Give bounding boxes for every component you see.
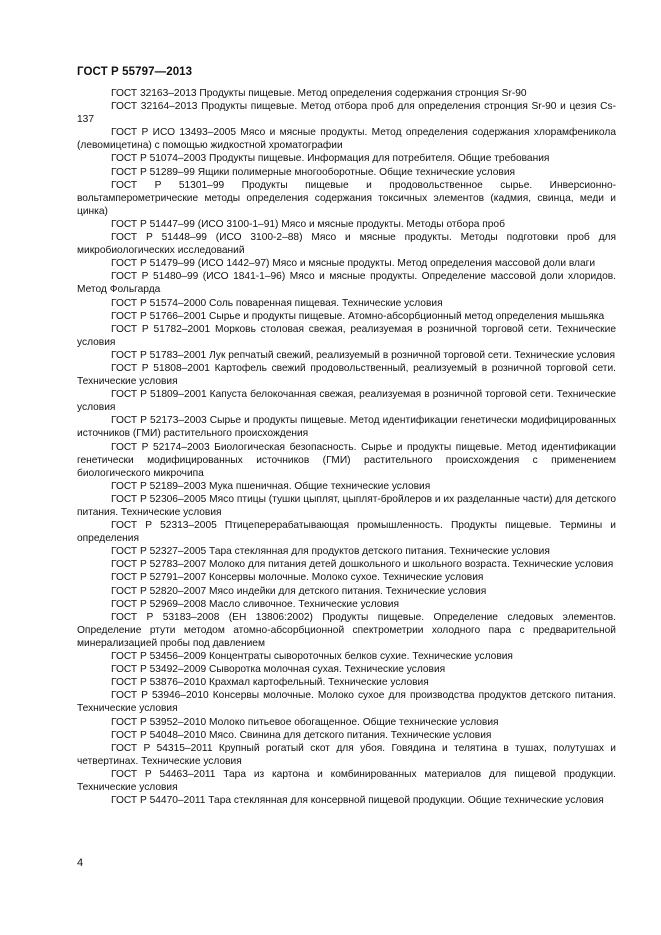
reference-item: ГОСТ 32163–2013 Продукты пищевые. Метод определения содержания стронция Sr-90 bbox=[111, 88, 527, 99]
reference-item: ГОСТ Р 51448–99 (ИСО 3100-2–88) Мясо и мясные продукты. Методы подготовки проб для микробиологических исследований bbox=[77, 232, 616, 257]
reference-item: ГОСТ Р 51766–2001 Сырье и продукты пищевые. Атомно-абсорбционный метод определения мышьяка bbox=[111, 310, 605, 322]
reference-item: ГОСТ Р 53492–2009 Сыворотка молочная сухая. Технические условия bbox=[111, 664, 446, 676]
document-header: ГОСТ Р 55797—2013 bbox=[77, 66, 193, 78]
reference-item: ГОСТ 32164–2013 Продукты пищевые. Метод отбора проб для определения стронция Sr-90 и цезия Cs-137 bbox=[77, 101, 616, 126]
reference-item: ГОСТ Р 53183–2008 (ЕН 13806:2002) Продукты пищевые. Определение следовых элементов. Определение ртути методом атомно-абсорбционной спектрометрии холодного пара с предварительной минерализацией пробы под давлением bbox=[77, 611, 616, 649]
reference-item: ГОСТ Р 51574–2000 Соль поваренная пищевая. Технические условия bbox=[111, 297, 443, 309]
reference-item: ГОСТ Р 53952–2010 Молоко питьевое обогащенное. Общие технические условия bbox=[111, 716, 499, 728]
reference-item: ГОСТ Р 53456–2009 Концентраты сывороточных белков сухие. Технические условия bbox=[111, 651, 513, 663]
reference-item: ГОСТ Р 51301–99 Продукты пищевые и продовольственное сырье. Инверсионно-вольтамперометрические методы определения содержания токсичных элементов (кадмия, свинца, меди и цинка) bbox=[77, 179, 616, 217]
reference-item: ГОСТ Р 52189–2003 Мука пшеничная. Общие технические условия bbox=[111, 480, 431, 492]
reference-item: ГОСТ Р 52306–2005 Мясо птицы (тушки цыплят, цыплят-бройлеров и их разделанные части) для детского питания. Технические условия bbox=[77, 493, 616, 518]
reference-item: ГОСТ Р 51783–2001 Лук репчатый свежий, реализуемый в розничной торговой сети. Технические условия bbox=[111, 349, 615, 361]
reference-item: ГОСТ Р 51289–99 Ящики полимерные многооборотные. Общие технические условия bbox=[111, 166, 516, 178]
reference-item: ГОСТ Р 52969–2008 Масло сливочное. Технические условия bbox=[111, 598, 399, 610]
reference-item: ГОСТ Р 51447–99 (ИСО 3100-1–91) Мясо и мясные продукты. Методы отбора проб bbox=[111, 218, 505, 230]
reference-item: ГОСТ Р ИСО 13493–2005 Мясо и мясные продукты. Метод определения содержания хлорамфеникола (левомицетина) с помощью жидкостной хроматографии bbox=[77, 127, 616, 152]
reference-item: ГОСТ Р 54463–2011 Тара из картона и комбинированных материалов для пищевой продукции. Технические условия bbox=[77, 768, 616, 793]
reference-item: ГОСТ Р 52820–2007 Мясо индейки для детского питания. Технические условия bbox=[111, 585, 487, 597]
reference-item: ГОСТ Р 52783–2007 Молоко для питания детей дошкольного и школьного возраста. Технические условия bbox=[111, 559, 614, 571]
reference-item: ГОСТ Р 52174–2003 Биологическая безопасность. Сырье и продукты пищевые. Метод идентификации генетически модифицированных источников (ГМИ) растительного происхождения с применением биологического микрочипа bbox=[77, 441, 616, 479]
normative-references-list bbox=[77, 87, 616, 807]
page-number: 4 bbox=[77, 857, 84, 869]
reference-item: ГОСТ Р 53876–2010 Крахмал картофельный. Технические условия bbox=[111, 677, 429, 689]
reference-item: ГОСТ Р 52173–2003 Сырье и продукты пищевые. Метод идентификации генетически модифицированных источников (ГМИ) растительного происхождения bbox=[77, 415, 616, 440]
reference-item: ГОСТ Р 53946–2010 Консервы молочные. Молоко сухое для производства продуктов детского питания. Технические условия bbox=[77, 690, 616, 715]
reference-item: ГОСТ Р 54048–2010 Мясо. Свинина для детского питания. Технические условия bbox=[111, 729, 492, 741]
reference-item: ГОСТ Р 51808–2001 Картофель свежий продовольственный, реализуемый в розничной торговой сети. Технические условия bbox=[77, 362, 616, 388]
reference-item: ГОСТ Р 52313–2005 Птицеперерабатывающая промышленность. Продукты пищевые. Термины и определения bbox=[77, 520, 616, 545]
reference-item: ГОСТ Р 51479–99 (ИСО 1442–97) Мясо и мясные продукты. Метод определения массовой доли влаги bbox=[111, 258, 596, 270]
reference-item: ГОСТ Р 51480–99 (ИСО 1841-1–96) Мясо и мясные продукты. Определение массовой доли хлоридов. Метод Фольгарда bbox=[77, 271, 616, 296]
reference-item: ГОСТ Р 51074–2003 Продукты пищевые. Информация для потребителя. Общие требования bbox=[111, 153, 550, 165]
reference-item: ГОСТ Р 51809–2001 Капуста белокочанная свежая, реализуемая в розничной торговой сети. Технические условия bbox=[77, 389, 616, 414]
reference-item: ГОСТ Р 51782–2001 Морковь столовая свежая, реализуемая в розничной торговой сети. Технические условия bbox=[77, 323, 616, 348]
reference-item: ГОСТ Р 54470–2011 Тара стеклянная для консервной пищевой продукции. Общие технические условия bbox=[111, 795, 604, 807]
reference-item: ГОСТ Р 52327–2005 Тара стеклянная для продуктов детского питания. Технические условия bbox=[111, 546, 550, 558]
reference-item: ГОСТ Р 52791–2007 Консервы молочные. Молоко сухое. Технические условия bbox=[111, 572, 484, 584]
reference-item: ГОСТ Р 54315–2011 Крупный рогатый скот для убоя. Говядина и телятина в тушах, полутушах и четвертинах. Технические условия bbox=[77, 742, 616, 767]
